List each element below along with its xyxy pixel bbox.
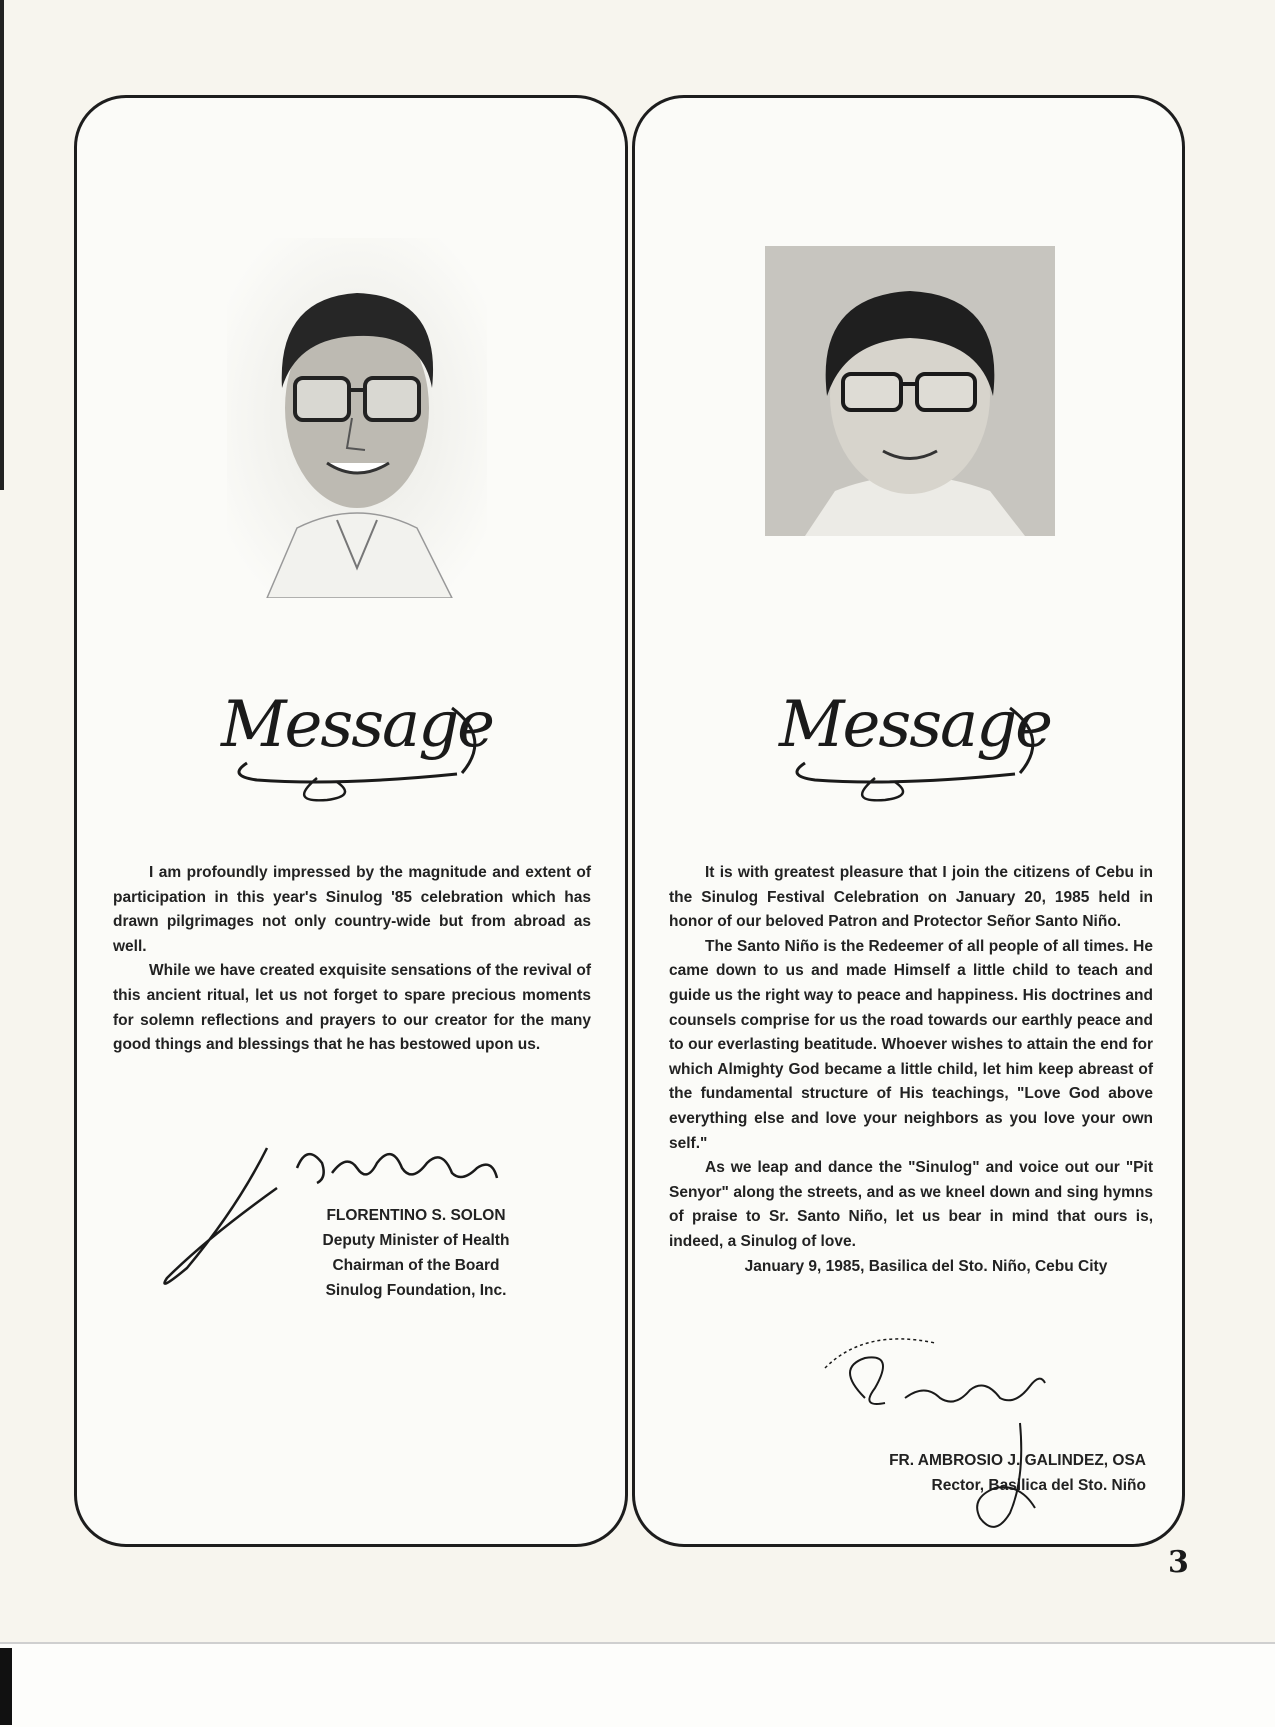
right-paragraph-3: As we leap and dance the "Sinulog" and voice out our "Pit Senyor" along the streets, and as we kneel down and sing hymns of praise to Sr. Santo Niño, let us bear in mind that ours is, indeed, a Sinulog of love. [669, 1159, 1153, 1250]
message-title-right: Message [778, 688, 1052, 762]
scan-bottom-margin [0, 1642, 1275, 1727]
signatory-left [301, 1203, 531, 1303]
scan-bottom-edge [0, 1648, 12, 1725]
signatory-title-left-2: Chairman of the Board [332, 1257, 500, 1274]
signatory-title-right-1: Rector, Basilica del Sto. Niño [931, 1477, 1146, 1494]
signatory-title-left-1: Deputy Minister of Health [322, 1232, 510, 1249]
message-card-right [632, 95, 1185, 1547]
message-title-left: Message [220, 688, 494, 762]
portrait-florentino-solon [227, 238, 487, 598]
right-paragraph-2: The Santo Niño is the Redeemer of all people of all times. He came down to us and made Himself a little child to teach and guide us the right way to peace and happiness. His doctrines and counsels comprise for us the road towards our earthly peace and to our everlasting beatitude. Whoever wishes to attain the end for which Almighty God became a little child, let him keep abreast of the fundamental structure of His teachings, "Love God above everything else and love your neighbors as you love your own self." [669, 937, 1153, 1152]
page-number: 3 [1168, 1545, 1189, 1580]
right-message-body [669, 861, 1153, 1279]
right-paragraph-1: It is with greatest pleasure that I join the citizens of Cebu in the Sinulog Festival Celebration on January 20, 1985 held in honor of our beloved Patron and Protector Señor Santo Niño. [669, 864, 1153, 931]
left-paragraph-1: I am profoundly impressed by the magnitude and extent of participation in this year's Sinulog '85 celebration which has drawn pilgrimages not only country-wide but from abroad as well. [113, 864, 591, 955]
left-message-body [113, 861, 591, 1058]
left-paragraph-2: While we have created exquisite sensations of the revival of this ancient ritual, let us not forget to spare precious moments for solemn reflections and prayers to our creator for the many good things and blessings that he has bestowed upon us. [113, 962, 591, 1054]
message-heading-right [775, 678, 1055, 803]
portrait-ambrosio-galindez [765, 246, 1055, 536]
signature-galindez [805, 1328, 1105, 1438]
message-heading-left [217, 678, 497, 803]
signatory-name-right: FR. AMBROSIO J. GALINDEZ, OSA [889, 1452, 1146, 1469]
signature-loop-mark [965, 1418, 1045, 1538]
dateline: January 9, 1985, Basilica del Sto. Niño, Cebu City [744, 1257, 1108, 1275]
message-card-left [74, 95, 628, 1547]
scan-edge-shadow [0, 0, 4, 490]
signatory-title-left-3: Sinulog Foundation, Inc. [325, 1282, 507, 1299]
signatory-name-left: FLORENTINO S. SOLON [326, 1207, 506, 1224]
